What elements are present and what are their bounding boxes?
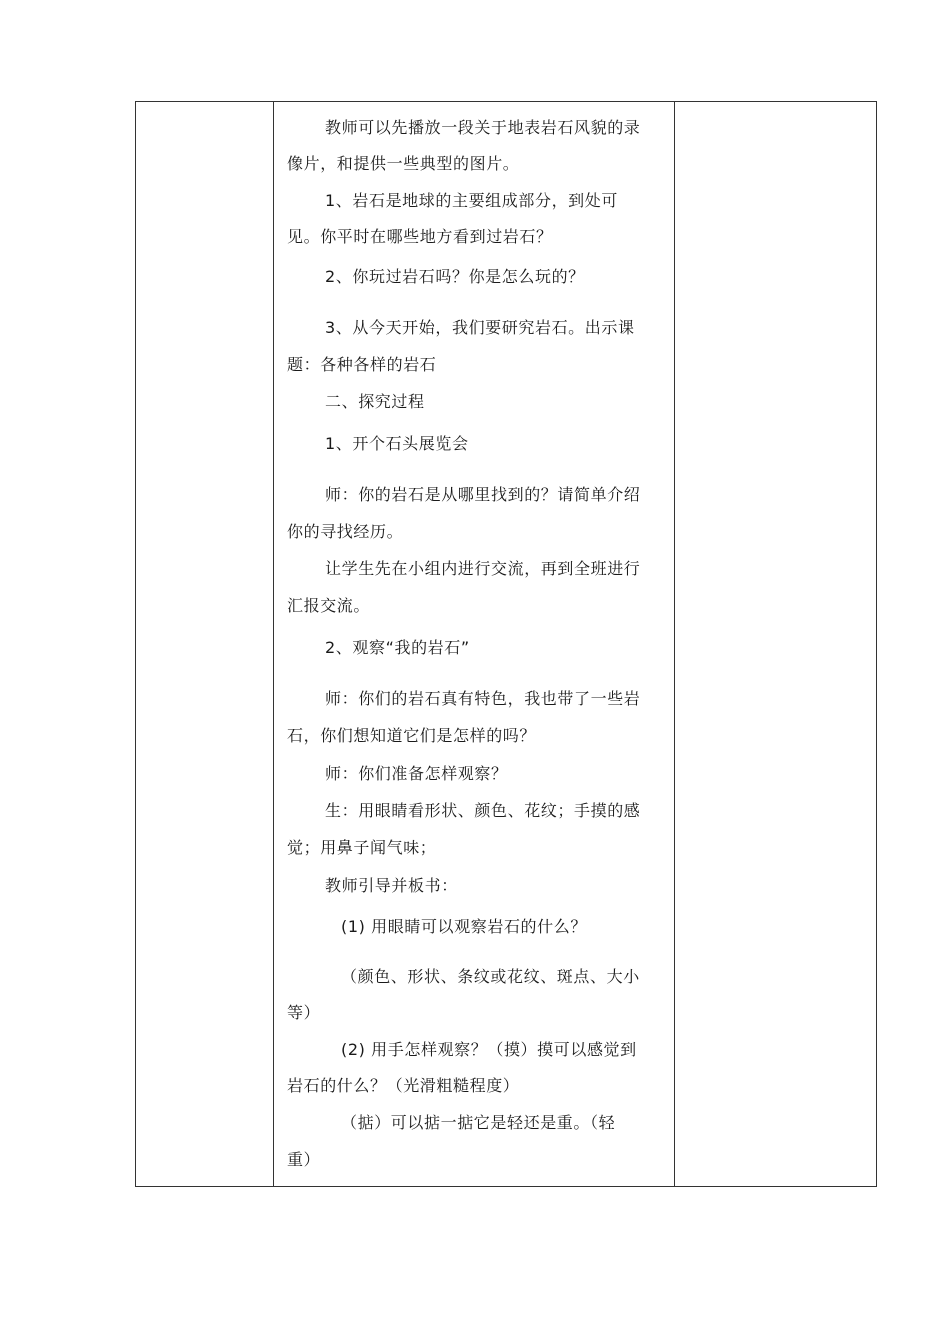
text-line: （掂）可以掂一掂它是轻还是重。（轻 [341,1113,616,1132]
text-line: 你的寻找经历。 [287,522,404,541]
text-line: 3、从今天开始，我们要研究岩石。出示课 [325,318,635,337]
text-line: （颜色、形状、条纹或花纹、斑点、大小 [341,967,640,986]
text-line: 生：用眼睛看形状、颜色、花纹；手摸的感 [325,801,641,820]
text-line: 重） [287,1150,321,1169]
text-line: 石，你们想知道它们是怎样的吗？ [287,726,537,745]
text-line: 等） [287,1003,321,1022]
text-line: 2、你玩过岩石吗？你是怎么玩的？ [325,267,585,286]
text-line: 题：各种各样的岩石 [287,355,437,374]
text-line: 师：你的岩石是从哪里找到的？请简单介绍 [325,485,641,504]
column-divider-right [674,102,675,1186]
text-line: 1、岩石是地球的主要组成部分，到处可 [325,191,618,210]
subsection-heading: 2、观察“我的岩石” [325,638,470,657]
column-divider-left [273,102,274,1186]
text-line: 觉；用鼻子闻气味； [287,838,437,857]
text-line: 师：你们准备怎样观察？ [325,764,508,783]
text-line: 让学生先在小组内进行交流，再到全班进行 [325,559,641,578]
text-line: 教师可以先播放一段关于地表岩石风貌的录 [325,118,641,137]
text-line: 岩石的什么？（光滑粗糙程度） [287,1076,520,1095]
subsection-heading: 1、开个石头展览会 [325,434,469,453]
section-heading: 二、探究过程 [325,392,425,411]
text-line: 见。你平时在哪些地方看到过岩石？ [287,227,553,246]
text-line: 像片，和提供一些典型的图片。 [287,154,520,173]
text-line: 汇报交流。 [287,596,371,615]
text-line: 师：你们的岩石真有特色，我也带了一些岩 [325,689,641,708]
text-line: 教师引导并板书： [325,876,458,895]
text-line: (1) 用眼睛可以观察岩石的什么？ [341,917,587,936]
lesson-table [135,101,877,1187]
text-line: (2) 用手怎样观察？（摸）摸可以感觉到 [341,1040,637,1059]
